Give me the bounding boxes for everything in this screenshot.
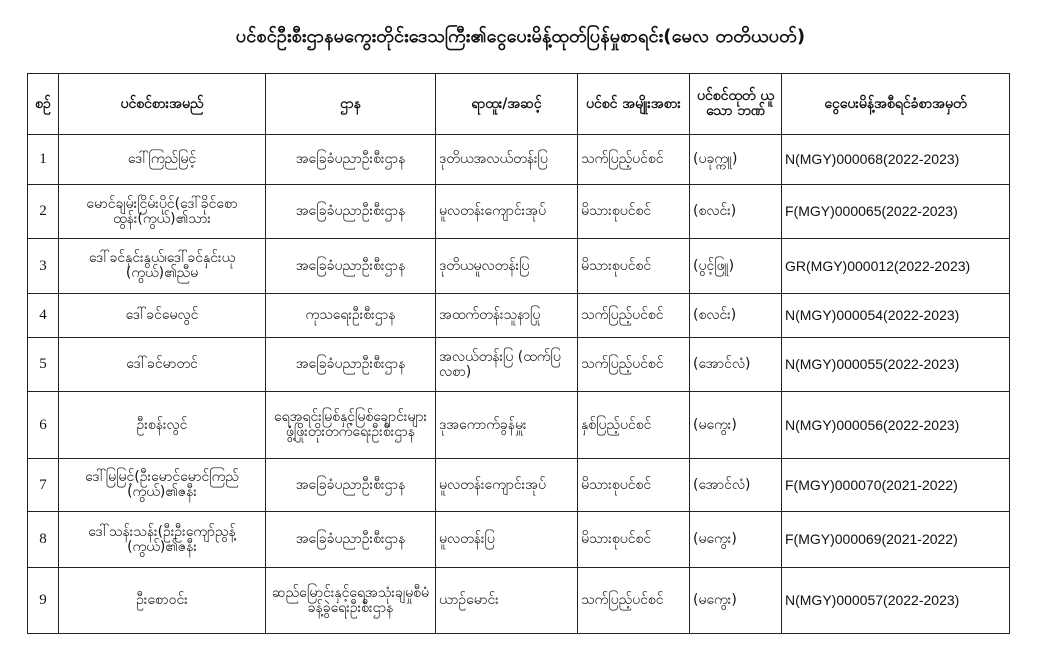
cell-position: မူလတန်းကျောင်းအုပ် <box>436 459 578 512</box>
cell-no: 8 <box>28 512 59 568</box>
table-row <box>28 512 1010 568</box>
col-header-no: စဉ် <box>28 74 59 135</box>
cell-ref: F(MGY)000065(2022-2023) <box>782 185 1010 239</box>
table-row <box>28 568 1010 634</box>
cell-pension-type: မိသားစုပင်စင် <box>578 512 690 568</box>
table-row <box>28 135 1010 185</box>
cell-dept: ရေအရင်းမြစ်နှင့်မြစ်ချောင်းများဖွံ့ဖြိုးတိုးတက်ရေးဦးစီးဌာန <box>266 392 436 459</box>
cell-issuing-town: (ပခုက္ကူ) <box>690 135 782 185</box>
col-header-issuing-town: ပင်စင်ထုတ် ယူသော ဘဏ် <box>690 74 782 135</box>
cell-dept: အခြေခံပညာဦးစီးဌာန <box>266 135 436 185</box>
cell-name: ဒေါ်သန်းသန်း(ဦးဦးကျော်ညွန့် (ကွယ်)၏ဇနီး <box>59 512 266 568</box>
cell-name: ဒေါ်ခင်နှင်းနွယ်၊ဒေါ်ခင်နှင်းယု (ကွယ်)၏ညီမ <box>59 239 266 294</box>
cell-issuing-town: (အောင်လံ) <box>690 459 782 512</box>
table-row <box>28 185 1010 239</box>
table-row <box>28 239 1010 294</box>
cell-position: အလယ်တန်းပြ (ထက်ပြလစာ) <box>436 338 578 392</box>
cell-name: ဒေါ်မြမြင့်(ဦးမောင်မောင်ကြည် (ကွယ်)၏ဇနီး <box>59 459 266 512</box>
col-header-ref: ငွေပေးမိန့်အစီရင်ခံစာအမှတ် <box>782 74 1010 135</box>
cell-name: ဦးစန်းလွင် <box>59 392 266 459</box>
col-header-position: ရာထူး/အဆင့် <box>436 74 578 135</box>
cell-dept: အခြေခံပညာဦးစီးဌာန <box>266 512 436 568</box>
cell-no: 2 <box>28 185 59 239</box>
cell-dept: အခြေခံပညာဦးစီးဌာန <box>266 185 436 239</box>
cell-dept: ကုသရေးဦးစီးဌာန <box>266 294 436 338</box>
cell-ref: F(MGY)000070(2021-2022) <box>782 459 1010 512</box>
col-header-name: ပင်စင်စားအမည် <box>59 74 266 135</box>
page-title: ပင်စင်ဦးစီးဌာနမကွေးတိုင်းဒေသကြီး၏ငွေပေးမိန့်ထုတ်ပြန်မှုစာရင်း(မေလ တတိယပတ်) <box>235 26 806 47</box>
cell-pension-type: မိသားစုပင်စင် <box>578 239 690 294</box>
cell-pension-type: သက်ပြည့်ပင်စင် <box>578 568 690 634</box>
table-row <box>28 338 1010 392</box>
cell-ref: N(MGY)000057(2022-2023) <box>782 568 1010 634</box>
pension-table <box>27 73 1010 634</box>
cell-ref: N(MGY)000068(2022-2023) <box>782 135 1010 185</box>
cell-no: 9 <box>28 568 59 634</box>
cell-ref: N(MGY)000056(2022-2023) <box>782 392 1010 459</box>
cell-ref: N(MGY)000055(2022-2023) <box>782 338 1010 392</box>
cell-no: 3 <box>28 239 59 294</box>
cell-name: မောင်ချမ်းငြိမ်းပိုင်(ဒေါ်ခိုင်စောထွန်း(ကွယ်)၏သား <box>59 185 266 239</box>
cell-no: 5 <box>28 338 59 392</box>
table-header-row <box>28 74 1010 135</box>
cell-name: ဦးစောဝင်း <box>59 568 266 634</box>
cell-issuing-town: (အောင်လံ) <box>690 338 782 392</box>
cell-dept: အခြေခံပညာဦးစီးဌာန <box>266 459 436 512</box>
table-row <box>28 294 1010 338</box>
cell-pension-type: မိသားစုပင်စင် <box>578 185 690 239</box>
cell-position: ဒုအကောက်ခွန်မှူး <box>436 392 578 459</box>
cell-name: ဒေါ်ခင်မေလွင် <box>59 294 266 338</box>
cell-ref: N(MGY)000054(2022-2023) <box>782 294 1010 338</box>
cell-issuing-town: (စလင်း) <box>690 294 782 338</box>
cell-name: ဒေါ်ခင်မာတင် <box>59 338 266 392</box>
cell-no: 1 <box>28 135 59 185</box>
cell-position: ယာဉ်မောင်း <box>436 568 578 634</box>
cell-issuing-town: (မကွေး) <box>690 512 782 568</box>
cell-position: အထက်တန်းသူနာပြု <box>436 294 578 338</box>
cell-dept: ဆည်မြောင်းနှင့်ရေအသုံးချမှုစီမံခန့်ခွဲရေးဦးစီးဌာန <box>266 568 436 634</box>
cell-issuing-town: (စလင်း) <box>690 185 782 239</box>
cell-position: မူလတန်းပြ <box>436 512 578 568</box>
cell-position: မူလတန်းကျောင်းအုပ် <box>436 185 578 239</box>
cell-pension-type: မိသားစုပင်စင် <box>578 459 690 512</box>
table-row <box>28 392 1010 459</box>
cell-issuing-town: (မကွေး) <box>690 392 782 459</box>
cell-ref: F(MGY)000069(2021-2022) <box>782 512 1010 568</box>
cell-dept: အခြေခံပညာဦးစီးဌာန <box>266 239 436 294</box>
cell-no: 7 <box>28 459 59 512</box>
table-row <box>28 459 1010 512</box>
col-header-pension-type: ပင်စင် အမျိုးအစား <box>578 74 690 135</box>
cell-pension-type: သက်ပြည့်ပင်စင် <box>578 294 690 338</box>
cell-pension-type: သက်ပြည့်ပင်စင် <box>578 135 690 185</box>
cell-position: ဒုတိယမူလတန်းပြ <box>436 239 578 294</box>
cell-no: 4 <box>28 294 59 338</box>
col-header-dept: ဌာန <box>266 74 436 135</box>
cell-name: ဒေါ်ကြည်မြင့် <box>59 135 266 185</box>
cell-position: ဒုတိယအလယ်တန်းပြ <box>436 135 578 185</box>
cell-ref: GR(MGY)000012(2022-2023) <box>782 239 1010 294</box>
cell-issuing-town: (ပွင့်ဖြူ) <box>690 239 782 294</box>
cell-pension-type: နှစ်ပြည့်ပင်စင် <box>578 392 690 459</box>
cell-dept: အခြေခံပညာဦးစီးဌာန <box>266 338 436 392</box>
cell-no: 6 <box>28 392 59 459</box>
cell-issuing-town: (မကွေး) <box>690 568 782 634</box>
cell-pension-type: သက်ပြည့်ပင်စင် <box>578 338 690 392</box>
